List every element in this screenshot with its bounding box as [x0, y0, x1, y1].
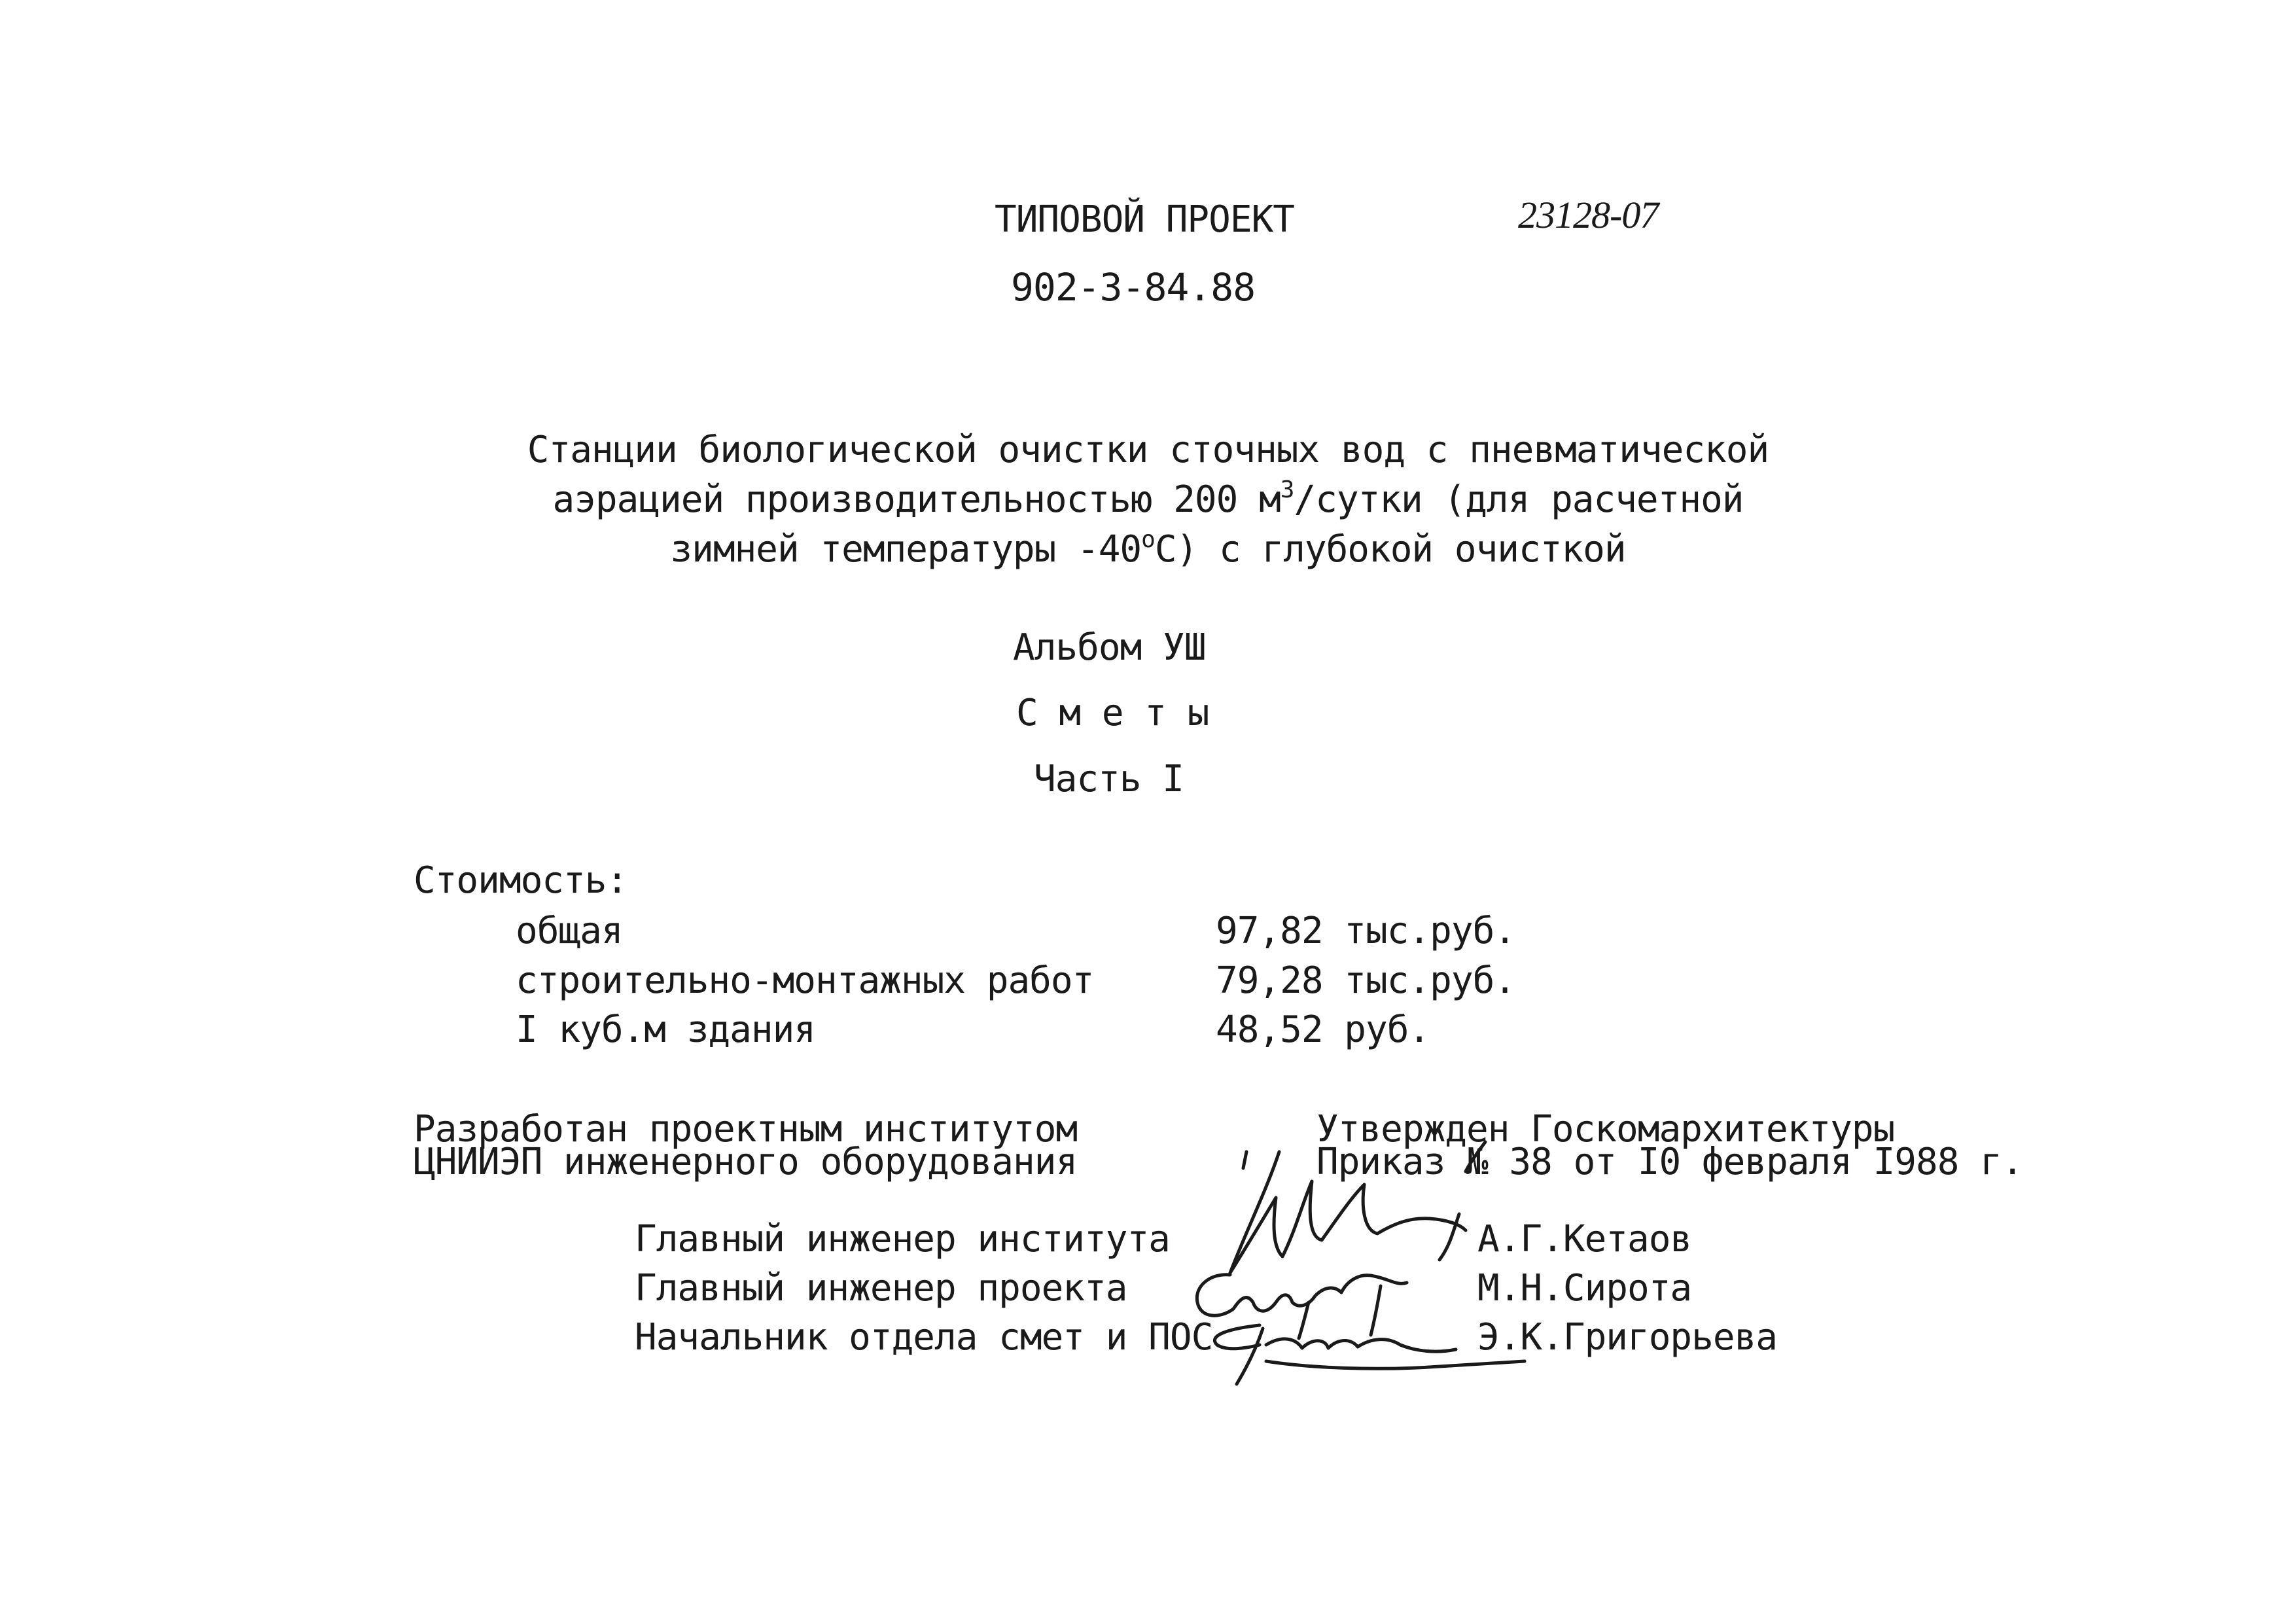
album-title: Альбом УШ — [1013, 626, 1206, 669]
signature-ketaov — [1230, 1152, 1466, 1273]
cost-label-per-cubic-meter: I куб.м здания — [516, 1008, 816, 1051]
album-subtitle: С м е т ы — [1016, 692, 1209, 734]
cost-label-construction: строительно-монтажных работ — [516, 959, 1094, 1002]
cost-heading: Стоимость: — [414, 859, 628, 902]
album-part: Часть I — [1034, 758, 1184, 800]
cost-value-per-cubic-meter: 48,52 руб. — [1216, 1008, 1430, 1051]
cost-value-total: 97,82 тыс.руб. — [1216, 910, 1516, 952]
description-line-3: зимней температуры $-40^оС$) с глубокой очисткой — [670, 526, 1626, 571]
signature-position-head-estimates: Начальник отдела смет и ПОС — [635, 1316, 1213, 1359]
cost-label-total: общая — [516, 910, 623, 952]
signature-name-head-estimates: Э.К.Григорьева — [1477, 1316, 1778, 1359]
signature-name-chief-engineer-institute: А.Г.Кетаов — [1477, 1218, 1692, 1260]
project-number: 902-3-84.88 — [1011, 265, 1256, 310]
signature-position-chief-engineer-project: Главный инженер проекта — [635, 1267, 1127, 1310]
signature-name-chief-engineer-project: М.Н.Сирота — [1477, 1267, 1692, 1310]
signature-position-chief-engineer-institute: Главный инженер института — [635, 1218, 1170, 1260]
signature-sirota — [1197, 1275, 1407, 1338]
approval-line-2: Приказ № 38 от I0 февраля I988 г. — [1316, 1141, 2023, 1183]
developer-line-1: Разработан проектным институтом — [414, 1108, 1078, 1150]
approval-line-1: Утвержден Госкомархитектуры — [1316, 1108, 1895, 1150]
document-type-heading: ТИПОВОЙ ПРОЕКТ — [995, 198, 1295, 241]
description-line-1: Станции биологической очистки сточных вод с пневматической — [527, 429, 1769, 471]
developer-line-2: ЦНИИЭП инженерного оборудования — [414, 1141, 1078, 1183]
cost-value-construction: 79,28 тыс.руб. — [1216, 959, 1516, 1002]
description-line-2: аэрацией производительностью 200 $м^3$/сутки (для расчетной — [552, 476, 1744, 521]
archive-number: 23128-07 — [1518, 194, 1659, 236]
